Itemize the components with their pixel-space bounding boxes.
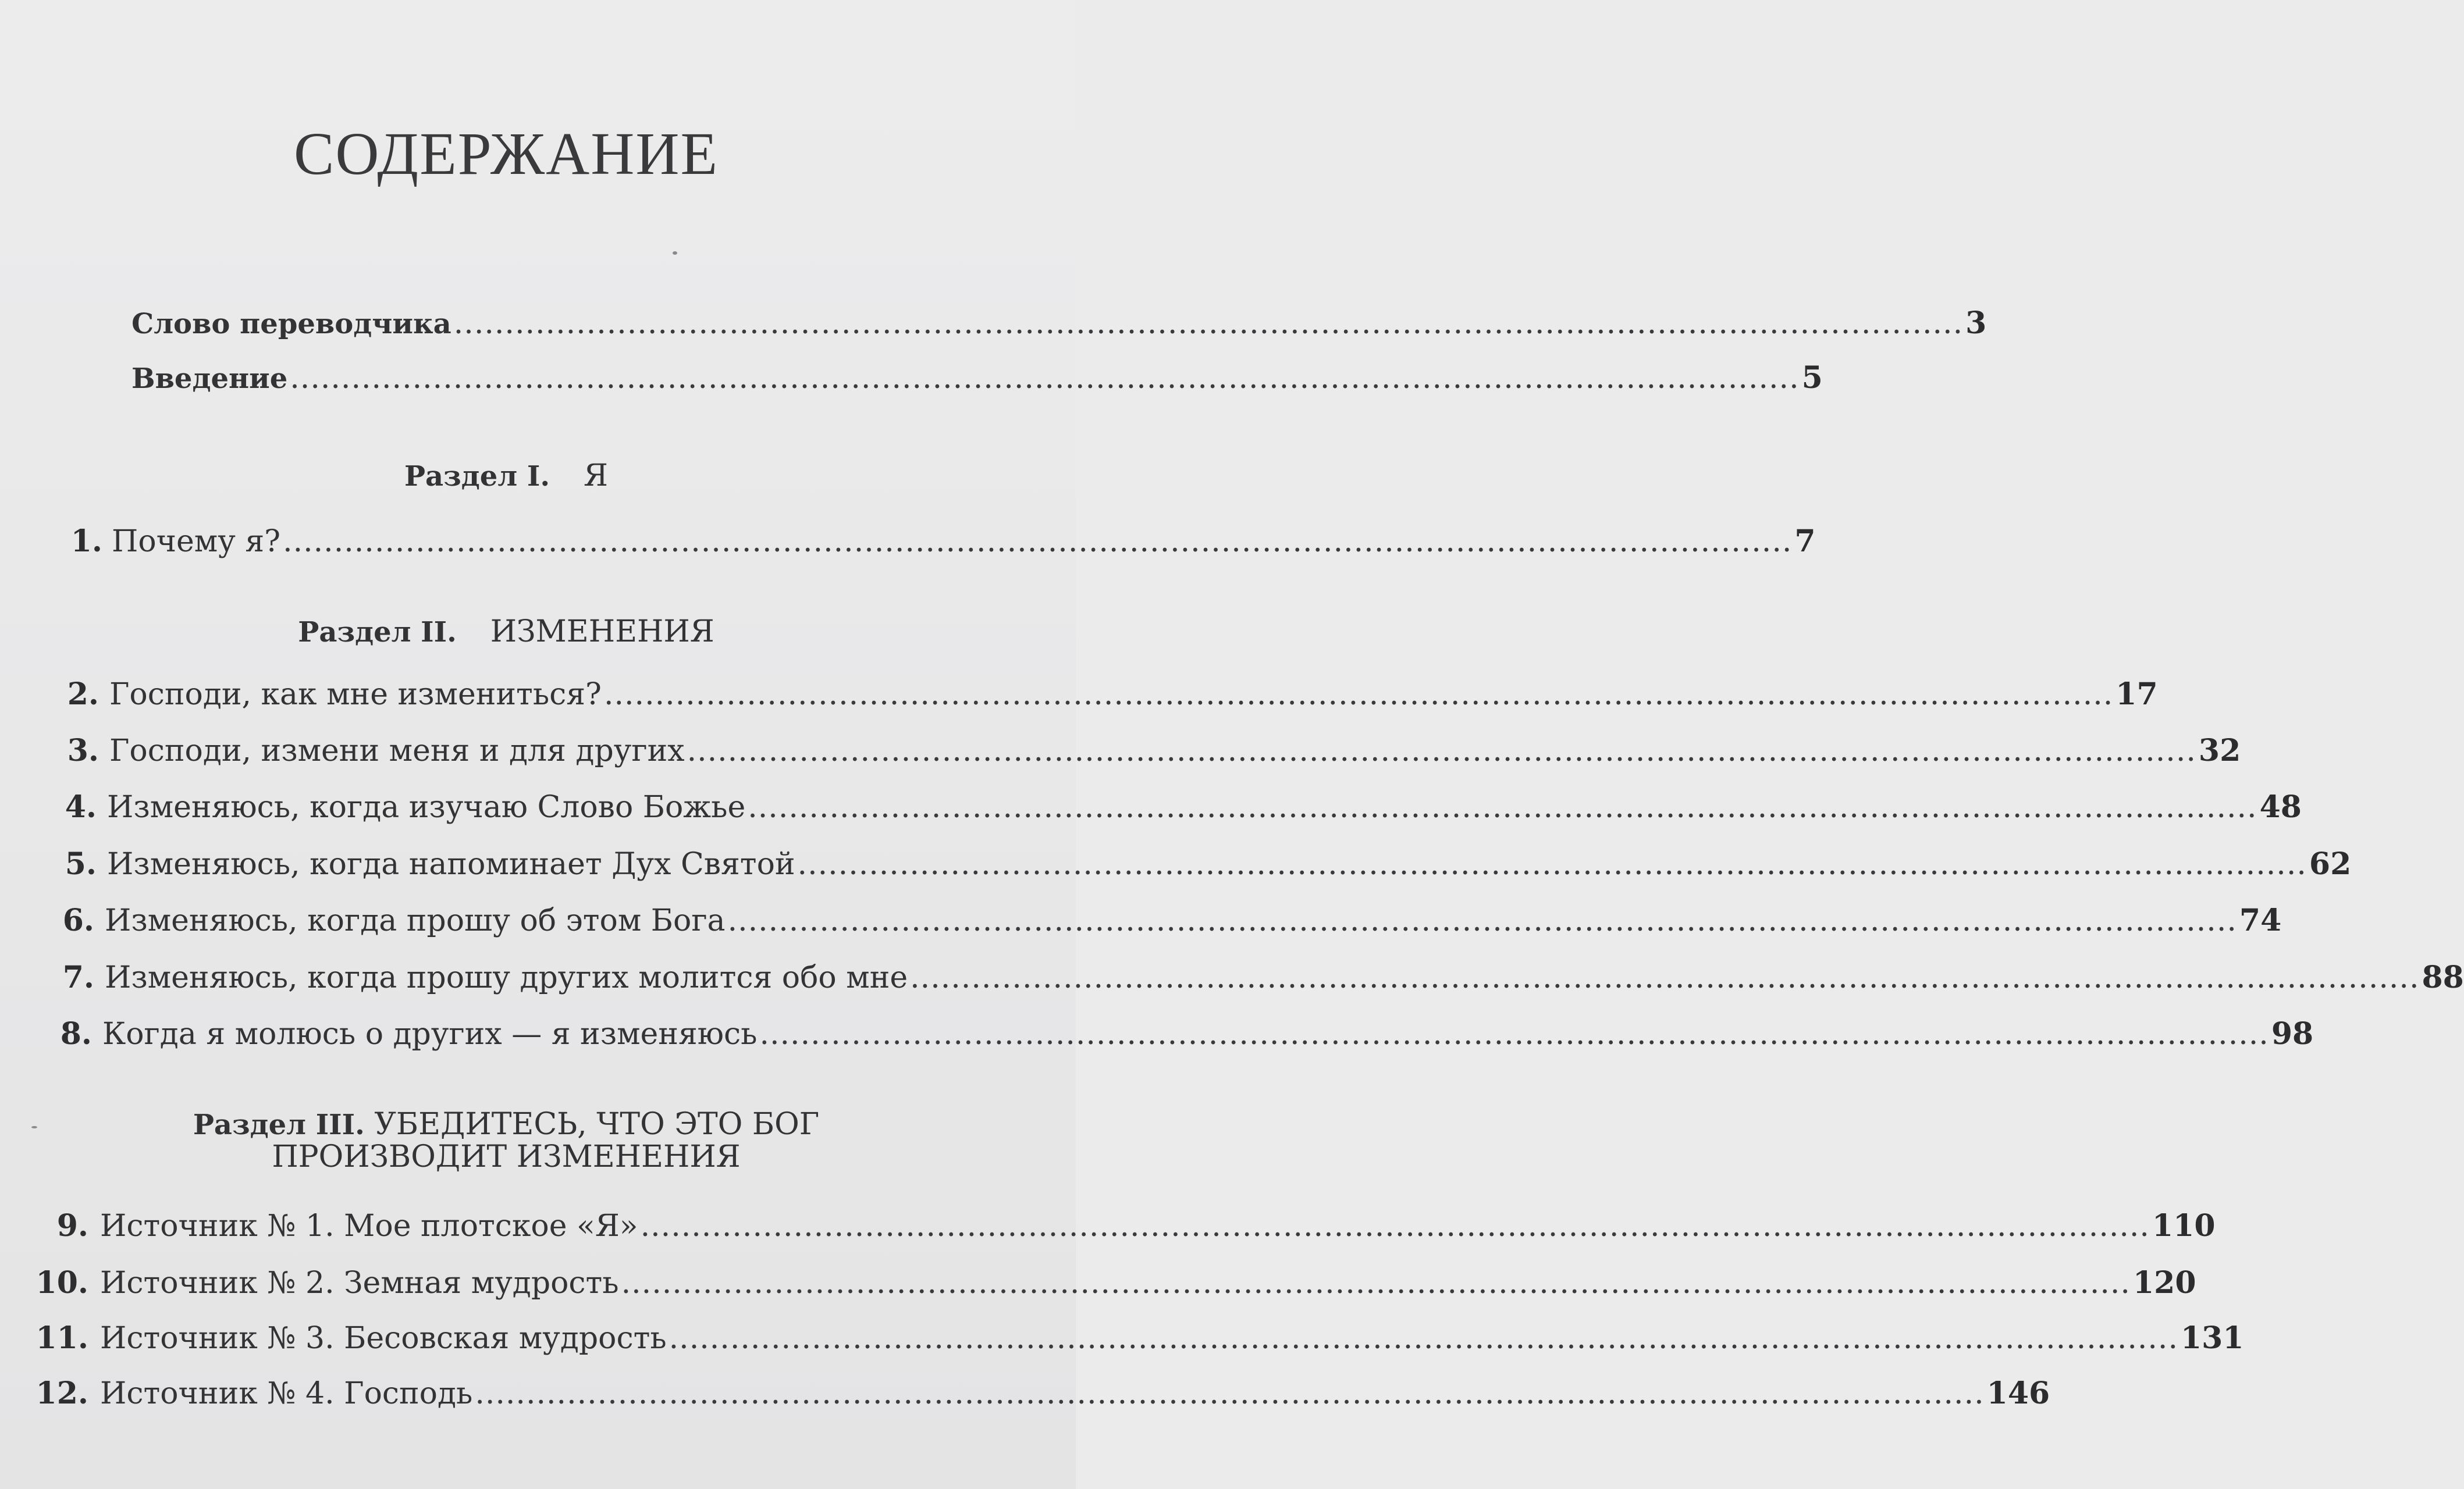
toc-entry-page: 48 <box>2259 789 2302 825</box>
toc-entry-chapter-7 <box>61 960 2464 995</box>
page-title: СОДЕРЖАНИЕ <box>294 120 719 187</box>
chapter-number: 8. <box>60 1016 92 1052</box>
toc-entry-label: Источник № 4. Господь <box>100 1376 473 1411</box>
paper-speck <box>673 251 677 255</box>
toc-entry-page: 88 <box>2422 960 2464 995</box>
toc-entry-chapter-11 <box>35 1320 2244 1356</box>
chapter-number: 4. <box>65 789 97 825</box>
dot-leader: .................................................................................................................................................... <box>727 903 2237 938</box>
toc-entry-label: Господи, как мне измениться? <box>109 677 602 712</box>
toc-entry-label: Введение <box>131 362 288 395</box>
dot-leader: .................................................................................................................................................... <box>283 524 1793 559</box>
toc-entry-page: 120 <box>2132 1265 2196 1301</box>
toc-entry-page: 17 <box>2115 676 2158 712</box>
chapter-number: 10. <box>35 1265 88 1301</box>
toc-entry-page: 146 <box>1986 1376 2050 1411</box>
section-heading-3 <box>0 1108 1012 1173</box>
toc-entry-translator-note <box>131 305 1987 341</box>
paper-speck <box>31 1126 37 1128</box>
dot-leader: .................................................................................................................................................... <box>603 677 2114 712</box>
toc-entry-label: Изменяюсь, когда прошу об этом Бога <box>105 903 726 938</box>
dot-leader: .................................................................................................................................................... <box>621 1266 2131 1301</box>
toc-entry-chapter-5 <box>63 846 2352 882</box>
dot-leader: .................................................................................................................................................... <box>290 361 1800 396</box>
section-title: УБЕДИТЕСЬ, ЧТО ЭТО БОГ <box>374 1107 820 1142</box>
toc-entry-page: 131 <box>2181 1320 2244 1356</box>
chapter-number: 11. <box>35 1320 88 1356</box>
dot-leader: .................................................................................................................................................... <box>475 1376 1985 1411</box>
dot-leader: .................................................................................................................................................... <box>453 306 1964 341</box>
toc-entry-page: 110 <box>2152 1208 2216 1244</box>
toc-entry-label: Господи, измени меня и для других <box>109 733 685 768</box>
chapter-number: 1. <box>70 523 102 559</box>
toc-entry-label: Источник № 2. Земная мудрость <box>100 1266 619 1301</box>
toc-entry-page: 7 <box>1794 523 1816 559</box>
dot-leader: .................................................................................................................................................... <box>687 733 2196 768</box>
toc-entry-label: Изменяюсь, когда изучаю Слово Божье <box>107 790 746 825</box>
toc-entry-chapter-4 <box>63 789 2302 825</box>
dot-leader: .................................................................................................................................................... <box>910 960 2420 995</box>
chapter-number: 3. <box>67 733 99 768</box>
chapter-number: 5. <box>65 846 97 882</box>
chapter-number: 2. <box>67 676 99 712</box>
toc-entry-chapter-10 <box>35 1265 2196 1301</box>
toc-entry-chapter-3 <box>65 733 2241 768</box>
toc-entry-chapter-12 <box>35 1376 2050 1411</box>
toc-entry-label: Когда я молюсь о других — я изменяюсь <box>102 1017 758 1052</box>
dot-leader: .................................................................................................................................................... <box>640 1209 2150 1244</box>
toc-entry-page: 5 <box>1801 360 1823 396</box>
dot-leader: .................................................................................................................................................... <box>669 1321 2178 1356</box>
toc-entry-chapter-6 <box>61 903 2282 938</box>
chapter-number: 6. <box>62 903 94 938</box>
chapter-number: 9. <box>56 1208 88 1244</box>
section-heading-2 <box>0 615 1012 648</box>
section-title: Я <box>584 458 609 493</box>
section-prefix: Раздел I. <box>404 460 550 493</box>
chapter-number: 12. <box>35 1376 88 1411</box>
toc-entry-page: 3 <box>1965 305 1987 341</box>
dot-leader: .................................................................................................................................................... <box>797 847 2307 882</box>
toc-entry-page: 98 <box>2271 1016 2314 1052</box>
section-title: ИЗМЕНЕНИЯ <box>490 614 714 649</box>
section-heading-line-1 <box>0 1108 1012 1141</box>
toc-entry-label: Изменяюсь, когда прошу других молится обо мне <box>105 960 908 995</box>
toc-entry-chapter-8 <box>58 1016 2314 1052</box>
toc-entry-chapter-2 <box>65 676 2158 712</box>
toc-entry-page: 32 <box>2198 733 2241 768</box>
toc-entry-chapter-9 <box>35 1208 2216 1244</box>
dot-leader: .................................................................................................................................................... <box>748 790 2257 825</box>
toc-entry-label: Источник № 1. Мое плотское «Я» <box>100 1209 638 1244</box>
section-prefix: Раздел II. <box>298 616 457 649</box>
dot-leader: .................................................................................................................................................... <box>759 1017 2269 1052</box>
toc-entry-label: Источник № 3. Бесовская мудрость <box>100 1321 667 1356</box>
section-heading-1 <box>0 459 1012 492</box>
toc-entry-label: Слово переводчика <box>131 308 451 340</box>
chapter-number: 7. <box>62 960 94 995</box>
section-prefix: Раздел III. <box>193 1109 365 1141</box>
toc-entry-page: 62 <box>2309 846 2352 882</box>
toc-entry-label: Изменяюсь, когда напоминает Дух Святой <box>107 847 795 882</box>
toc-entry-chapter-1 <box>70 523 1816 559</box>
toc-entry-page: 74 <box>2239 903 2282 938</box>
section-heading-line-2: ПРОИЗВОДИТ ИЗМЕНЕНИЯ <box>272 1139 741 1175</box>
toc-entry-label: Почему я? <box>112 524 281 559</box>
toc-entry-introduction <box>131 360 1823 396</box>
